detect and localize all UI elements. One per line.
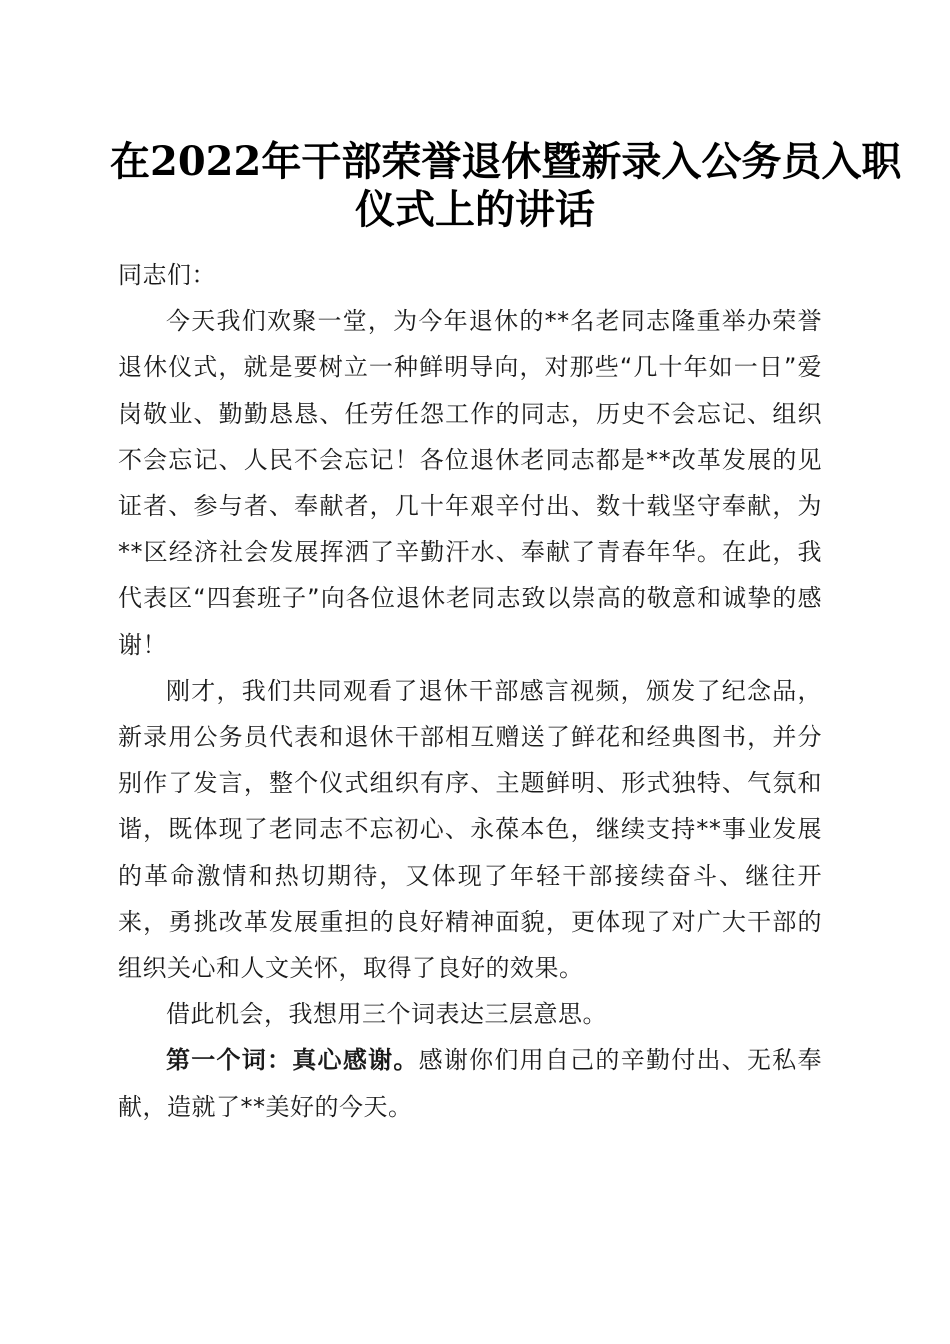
title-line-1: 在2022年干部荣誉退休暨新录入公务员入职	[110, 138, 902, 185]
section-heading-first-word: 第一个词：真心感谢。	[166, 1046, 419, 1075]
paragraph-1: 今天我们欢聚一堂，为今年退休的**名老同志隆重举办荣誉退休仪式，就是要树立一种鲜明导向，对那些“几十年如一日”爱岗敬业、勤勤恳恳、任劳任怨工作的同志，历史不会忘记、组织不会忘记、人民不会忘记！各位退休老同志都是**改革发展的见证者、参与者、奉献者，几十年艰辛付出、数十载坚守奉献，为**区经济社会发展挥洒了辛勤汗水、奉献了青春年华。在此，我代表区“四套班子”向各位退休老同志致以崇高的敬意和诚挚的感谢！	[118, 307, 822, 659]
paragraph-2: 刚才，我们共同观看了退休干部感言视频，颁发了纪念品，新录用公务员代表和退休干部相互赠送了鲜花和经典图书，并分别作了发言，整个仪式组织有序、主题鲜明、形式独特、气氛和谐，既体现了老同志不忘初心、永葆本色，继续支持**事业发展的革命激情和热切期待，又体现了年轻干部接续奋斗、继往开来，勇挑改革发展重担的良好精神面貌，更体现了对广大干部的组织关心和人文关怀，取得了良好的效果。	[118, 676, 822, 983]
salutation: 同志们：	[118, 261, 216, 289]
paragraph-4	[118, 1037, 822, 1129]
speech-body	[118, 252, 822, 1130]
title-line-2: 仪式上的讲话	[355, 186, 595, 233]
document-title	[110, 138, 902, 234]
paragraph-4-text: 感谢你们用自己的辛勤付出、无私奉献，造就了**美好的今天。	[118, 1046, 823, 1121]
paragraph-3: 借此机会，我想用三个词表达三层意思。	[166, 1000, 607, 1029]
